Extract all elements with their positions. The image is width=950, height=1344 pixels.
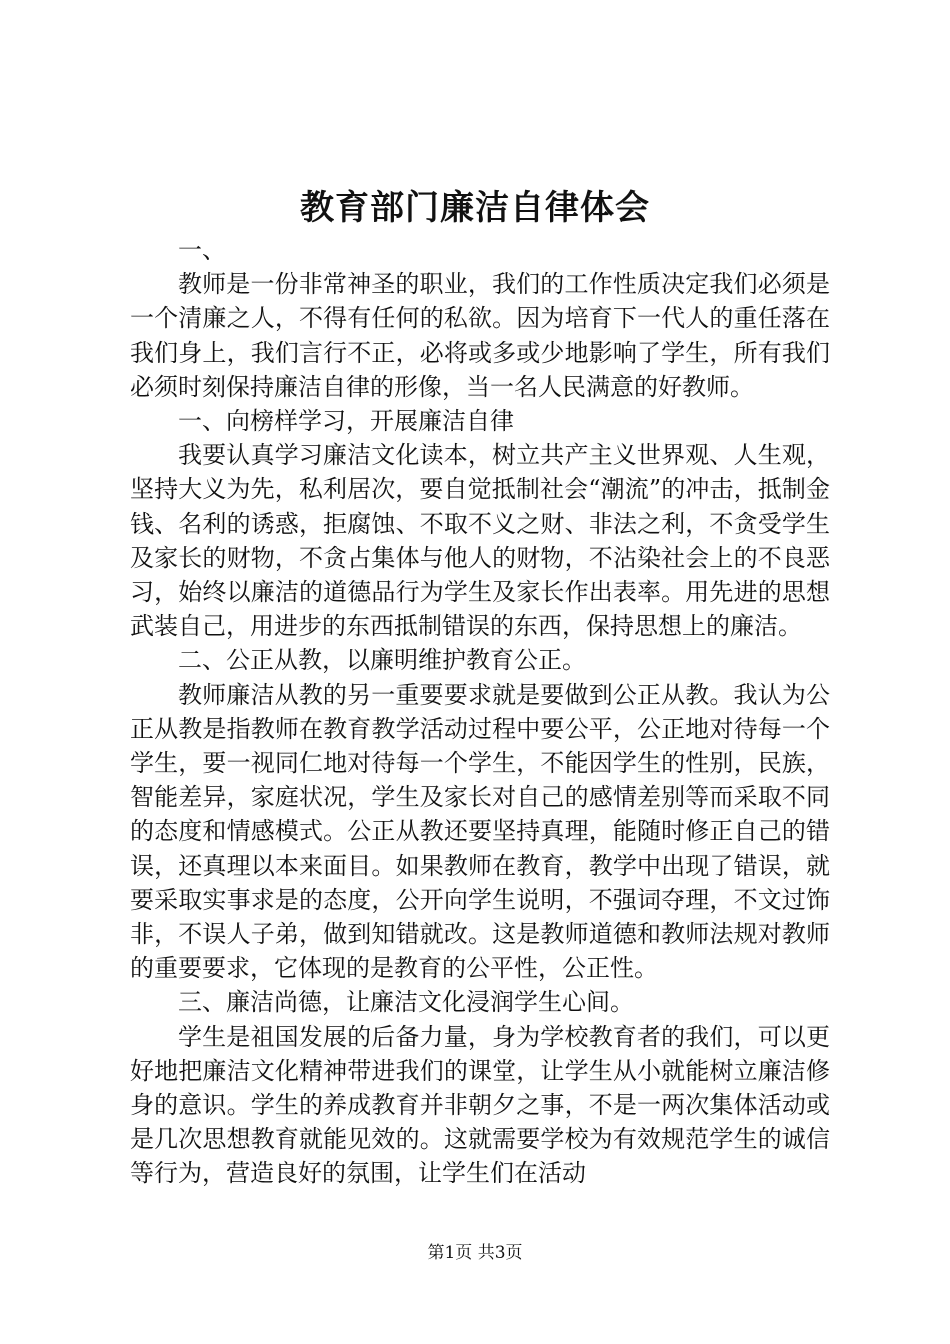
section-heading-3: 三、廉洁尚德，让廉洁文化浸润学生心间。 — [178, 988, 634, 1017]
page-footer: 第1页 共3页 — [427, 1243, 523, 1263]
paragraph: 教师是一份非常神圣的职业，我们的工作性质决定我们必须是一个清廉之人，不得有任何的私欲。因为培育下一代人的重任落在我们身上，我们言行不正，必将或多或少地影响了学生，所有我们必须时刻保持廉洁自律的形像，当一名人民满意的好教师。 — [130, 270, 830, 401]
paragraph: 教师廉洁从教的另一重要要求就是要做到公正从教。我认为公正从教是指教师在教育教学活动过程中要公平，公正地对待每一个学生，要一视同仁地对待每一个学生，不能因学生的性别，民族，智能差异，家庭状况，学生及家长对自己的感情差别等而采取不同的态度和情感模式。公正从教还要坚持真理，能随时修正自己的错误，还真理以本来面目。如果教师在教育，教学中出现了错误，就要采取实事求是的态度，公开向学生说明，不强词夺理，不文过饰非，不误人子弟，做到知错就改。这是教师道德和教师法规对教师的重要要求，它体现的是教育的公平性，公正性。 — [130, 680, 830, 983]
section-heading-2: 二、公正从教，以廉明维护教育公正。 — [178, 646, 586, 675]
document-body — [130, 233, 830, 1191]
paragraph: 我要认真学习廉洁文化读本，树立共产主义世界观、人生观，坚持大义为先，私利居次，要自觉抵制社会“潮流”的冲击，抵制金钱、名利的诱惑，拒腐蚀、不取不义之财、非法之利，不贪受学生及家长的财物，不贪占集体与他人的财物，不沾染社会上的不良恶习，始终以廉洁的道德品行为学生及家长作出表率。用先进的思想武装自己，用进步的东西抵制错误的东西，保持思想上的廉洁。 — [130, 441, 830, 641]
paragraph: 学生是祖国发展的后备力量，身为学校教育者的我们，可以更好地把廉洁文化精神带进我们的课堂，让学生从小就能树立廉洁修身的意识。学生的养成教育并非朝夕之事，不是一两次集体活动或是几次思想教育就能见效的。这就需要学校为有效规范学生的诚信等行为，营造良好的氛围，让学生们在活动 — [130, 1022, 830, 1188]
paragraph-heading-intro: 一、 — [178, 236, 226, 264]
document-title: 教育部门廉洁自律体会 — [300, 188, 650, 228]
section-heading-1: 一、向榜样学习，开展廉洁自律 — [178, 407, 514, 436]
